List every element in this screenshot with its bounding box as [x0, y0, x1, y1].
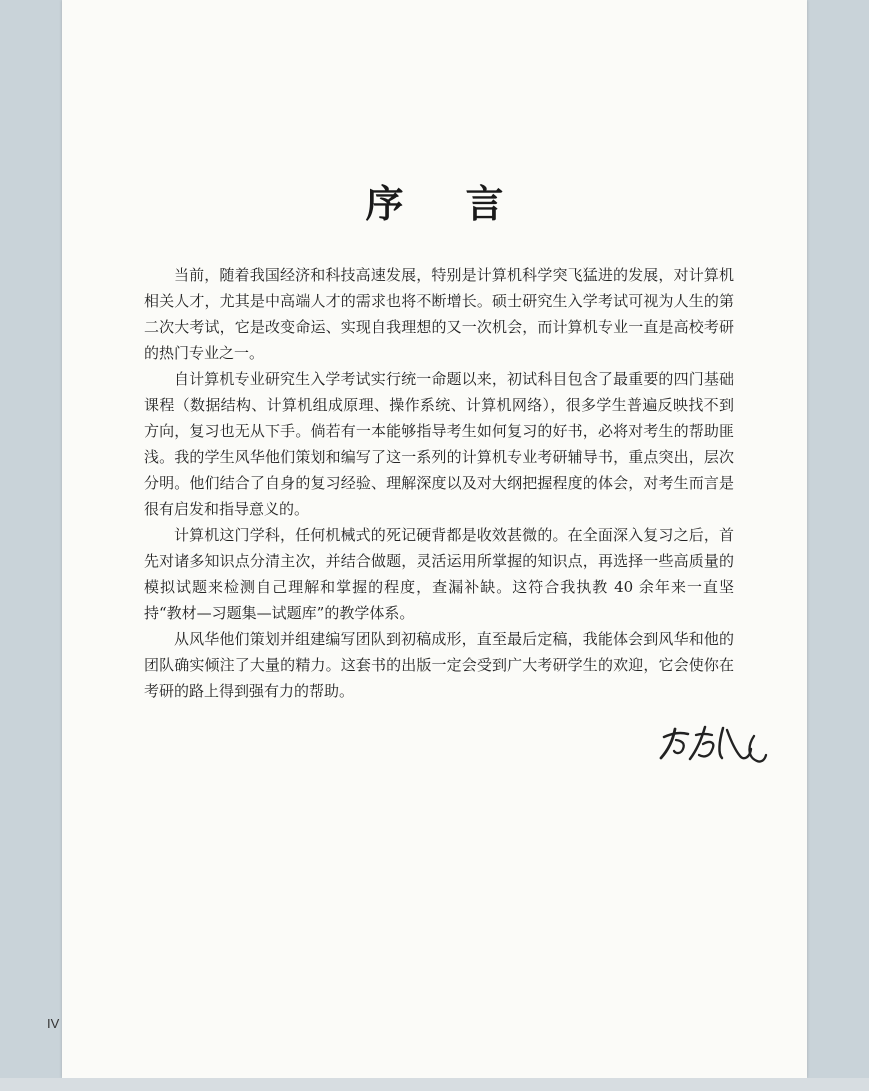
bottom-margin-band — [0, 1078, 869, 1091]
handwritten-signature — [656, 712, 768, 772]
preface-body — [144, 262, 734, 704]
paragraph-1: 当前，随着我国经济和科技高速发展，特别是计算机科学突飞猛进的发展，对计算机相关人才，尤其是中高端人才的需求也将不断增长。硕士研究生入学考试可视为人生的第二次大考试，它是改变命运、实现自我理想的又一次机会，而计算机专业一直是高校考研的热门专业之一。 — [144, 266, 734, 362]
paragraph-2: 自计算机专业研究生入学考试实行统一命题以来，初试科目包含了最重要的四门基础课程（数据结构、计算机组成原理、操作系统、计算机网络），很多学生普遍反映找不到方向，复习也无从下手。倘若有一本能够指导考生如何复习的好书，必将对考生的帮助匪浅。我的学生风华他们策划和编写了这一系列的计算机专业考研辅导书，重点突出，层次分明。他们结合了自身的复习经验、理解深度以及对大纲把握程度的体会，对考生而言是很有启发和指导意义的。 — [144, 370, 734, 518]
page-number: IV — [47, 1016, 60, 1031]
title-char-1: 序 — [365, 181, 404, 227]
document-page — [62, 0, 807, 1078]
title-char-2: 言 — [465, 181, 504, 227]
paragraph-4: 从风华他们策划并组建编写团队到初稿成形，直至最后定稿，我能体会到风华和他的团队确实倾注了大量的精力。这套书的出版一定会受到广大考研学生的欢迎，它会使你在考研的路上得到强有力的帮助。 — [144, 630, 734, 700]
preface-title — [62, 173, 807, 228]
paragraph-3: 计算机这门学科，任何机械式的死记硬背都是收效甚微的。在全面深入复习之后，首先对诸多知识点分清主次，并结合做题，灵活运用所掌握的知识点，再选择一些高质量的模拟试题来检测自己理解和掌握的程度，查漏补缺。这符合我执教 40 余年来一直坚持“教材—习题集—试题库”的教学体系。 — [144, 526, 734, 622]
